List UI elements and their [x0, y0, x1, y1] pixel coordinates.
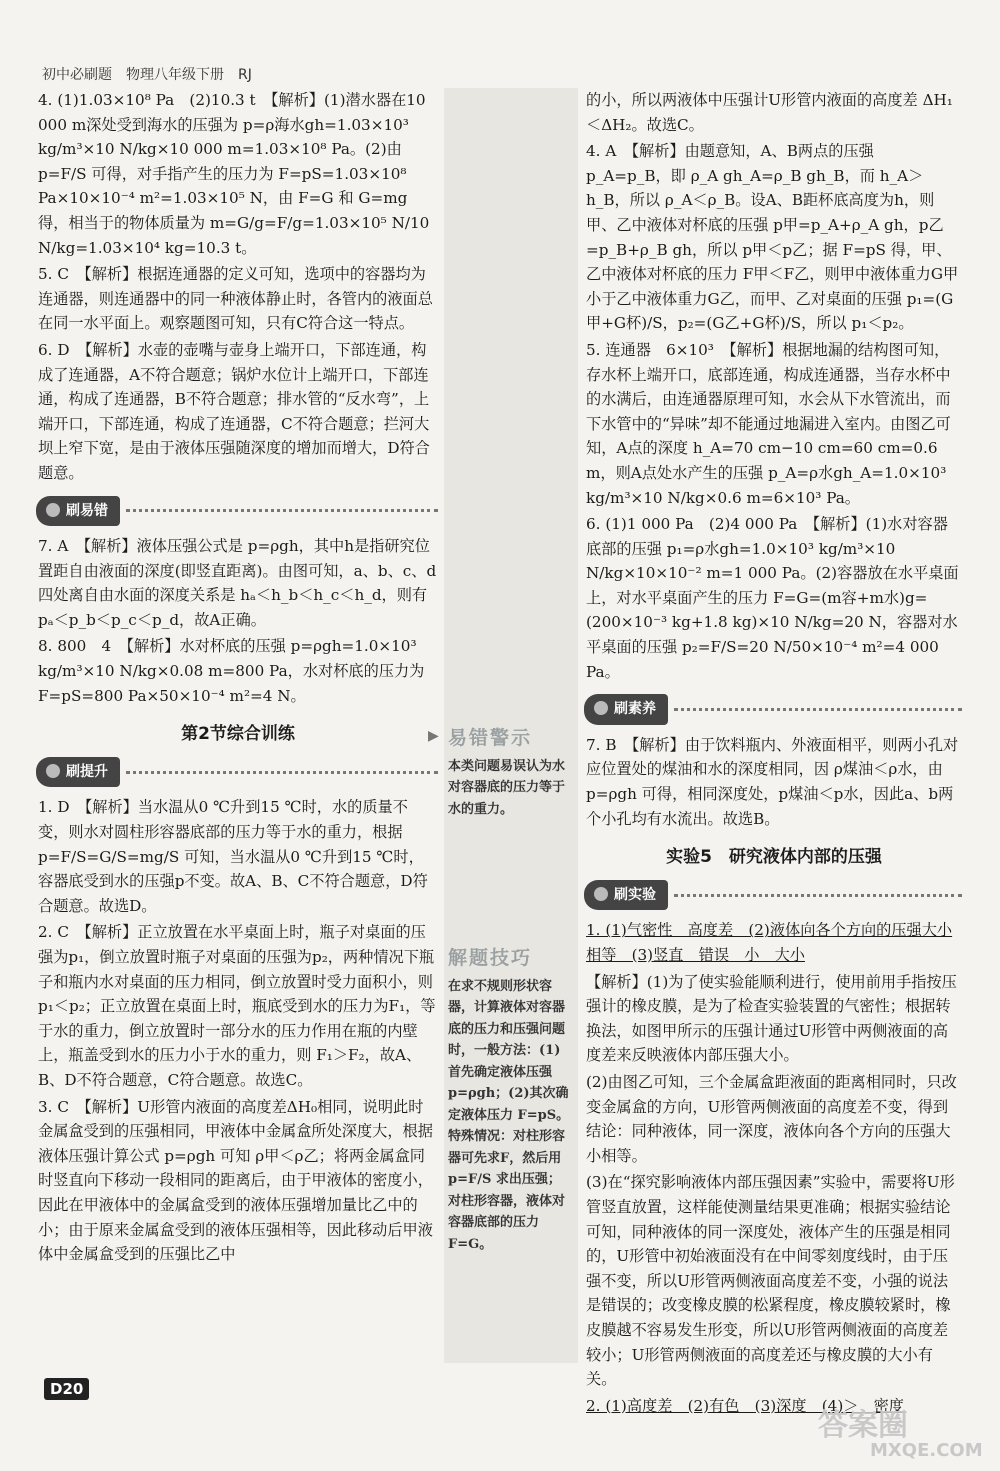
tag-label: 刷实验 [584, 880, 668, 911]
section-tag-experiment [584, 880, 962, 911]
watermark-url: MXQE.COM [870, 1440, 983, 1461]
answer-q1: 1. D 【解析】当水温从0 ℃升到15 ℃时，水的质量不变，则水对圆柱形容器底部的压力等于水的重力，根据 p=F/S=G/S=mg/S 可知，当水温从0 ℃升到15 ℃时，容器底受到水的压强p不变。故A、B、C不符合题意，D符合题意。故选D。 [38, 798, 428, 915]
tip-easy-mistake [448, 728, 572, 820]
experiment-analysis-2: (2)由图乙可知，三个金属盒距液面的距离相同时，只改变金属盒的方向，U形管两侧液面的高度差不变，得到结论：同种液体，同一深度，液体向各个方向的压强大小相等。 [586, 1072, 957, 1165]
experiment-analysis-3: (3)在“探究影响液体内部压强因素”实验中，需要将U形管竖直放置，这样能使测量结果更准确；根据实验结论可知，同种液体的同一深度处，液体产生的压强是相同的，U形管中初始液面没有在中间零刻度线时，由于压强不变，所以U形管两侧液面高度差不变，小强的说法是错误的；改变橡皮膜的松紧程度，橡皮膜较紧时，橡皮膜越不容易发生形变，所以U形管两侧液面的高度差较小；U形管两侧液面的高度差还与橡皮膜的大小有关。 [586, 1173, 955, 1389]
right-column [586, 88, 962, 1420]
section-tag-easy-mistakes [36, 496, 438, 527]
page-number: D20 [44, 1378, 89, 1400]
tip-title: 解题技巧 [448, 947, 533, 969]
answer-q6: 6. (1)1 000 Pa (2)4 000 Pa 【解析】(1)水对容器底部的压强 p₁=ρ水gh=1.0×10³ kg/m³×10 N/kg×10×10⁻² m=1 000 Pa。(2)容器放在水平桌面上，对水平桌面产生的压力 F=G=(m容+m水)g=(200×10⁻³ kg+1.8 kg)×10 N/kg=20 N，容器对水平桌面的压强 p₂=F/S=20 N/50×10⁻⁴ m²=4 000 Pa。 [586, 515, 959, 681]
experiment-analysis-1: 【解析】(1)为了使实验能顺利进行，使用前用手指按压强计的橡皮膜，是为了检查实验装置的气密性；根据转换法，如图甲所示的压强计通过U形管中两侧液面的高度差来反映液体内部压强大小。 [586, 972, 957, 1065]
answer-q2: 2. C 【解析】正立放置在水平桌面上时，瓶子对桌面的压强为p₁，倒立放置时瓶子对桌面的压强为p₂，两种情况下瓶子和瓶内水对桌面的压力相同，倒立放置时受力面积小，则 p₁＜p₂；正立放置在桌面上时，瓶底受到水的压力为F₁，等于水的重力，倒立放置时一部分水的压力作用在瓶的内壁上，瓶盖受到水的压力小于水的重力，则 F₁＞F₂，故A、B、D不符合题意，C符合题意。故选C。 [38, 923, 436, 1089]
tag-label: 刷素养 [584, 694, 668, 725]
tips-sidebar [444, 88, 578, 1363]
tip-text: 在求不规则形状容器，计算液体对容器底的压力和压强问题时，一般方法：(1)首先确定液体压强 p=ρgh；(2)其次确定液体压力 F=pS。特殊情况：对柱形容器可先求F，然后用 p=F/S 求出压强；对柱形容器，液体对容器底部的压力 F=G。 [448, 978, 570, 1252]
answer-q3-continued: 的小，所以两液体中压强计U形管内液面的高度差 ΔH₁＜ΔH₂。故选C。 [586, 91, 953, 134]
experiment-answer-1: 1. (1)气密性 高度差 (2)液体向各个方向的压强大小相等 (3)竖直 错误 小 大小 [586, 921, 953, 964]
answer-q5: 5. C 【解析】根据连通器的定义可知，选项中的容器均为连通器，则连通器中的同一种液体静止时，各管内的液面总在同一水平面上。观察题图可知，只有C符合这一特点。 [38, 265, 433, 333]
tip-text: 本类问题易误认为水对容器底的压力等于水的重力。 [448, 758, 566, 817]
arrow-icon: ▶ [428, 728, 439, 744]
watermark-logo: 答案圈 [818, 1408, 908, 1443]
section-tag-literacy [584, 694, 962, 725]
answer-q4: 4. (1)1.03×10⁸ Pa (2)10.3 t 【解析】(1)潜水器在10 000 m深处受到海水的压强为 p=ρ海水gh=1.03×10³ kg/m³×10 N/kg×10 000 m=1.03×10⁸ Pa。(2)由 p=F/S 可得，对手指产生的压力为 F=pS=1.03×10⁸ Pa×10×10⁻⁴ m²=1.03×10⁵ N，由 F=G 和 G=mg 得，相当于的物体质量为 m=G/g=F/g=1.03×10⁵ N/10 N/kg=1.03×10⁴ kg=10.3 t。 [38, 91, 430, 257]
dotted-divider [674, 708, 962, 711]
answer-q6: 6. D 【解析】水壶的壶嘴与壶身上端开口，下部连通，构成了连通器，A不符合题意；锅炉水位计上端开口，下部连通，构成了连通器，B不符合题意；排水管的“反水弯”，上端开口，下部连通，构成了连通器，C不符合题意；拦河大坝上窄下宽，是由于液体压强随深度的增加而增大，D符合题意。 [38, 340, 430, 482]
answer-q7: 7. B 【解析】由于饮料瓶内、外液面相平，则两小孔对应位置处的煤油和水的深度相同，因 ρ煤油＜ρ水，由 p=ρgh 可得，相同深度处，p煤油＜p水，因此a、b两个小孔均有水流出。故选B。 [586, 735, 959, 828]
tag-label: 刷提升 [36, 757, 120, 788]
answer-q4: 4. A 【解析】由题意知，A、B两点的压强 p_A=p_B，即 ρ_A gh_A=ρ_B gh_B，而 h_A＞h_B，所以 ρ_A＜ρ_B。设A、B距杯底高度为h，则甲、乙中液体对杯底的压强 p甲=p_A+ρ_A gh，p乙=p_B+ρ_B gh，所以 p甲＜p乙；据 F=pS 得，甲、乙中液体对杯底的压力 F甲＜F乙，则甲中液体重力G甲小于乙中液体重力G乙，而甲、乙对桌面的压强 p₁=(G甲+G杯)/S，p₂=(G乙+G杯)/S，所以 p₁＜p₂。 [586, 142, 959, 333]
section-title: 第2节综合训练 [181, 724, 295, 745]
tip-solving-technique [448, 948, 572, 1255]
dotted-divider [674, 894, 962, 897]
section-title: 实验5 研究液体内部的压强 [666, 847, 882, 868]
page-header: 初中必刷题 物理八年级下册 RJ [42, 67, 252, 83]
answer-q5: 5. 连通器 6×10³ 【解析】根据地漏的结构图可知，存水杯上端开口，底部连通，构成连通器，当存水杯中的水满后，由连通器原理可知，水会从下水管流出，而下水管中的“异味”却不能通过地漏进入室内。由图乙可知，A点的深度 h_A=70 cm−10 cm=60 cm=0.6 m，则A点处水产生的压强 p_A=ρ水gh_A=1.0×10³ kg/m³×10 N/kg×0.6 m=6×10³ Pa。 [586, 340, 951, 507]
answer-q3: 3. C 【解析】U形管内液面的高度差ΔH₀相同，说明此时金属盒受到的压强相同，甲液体中金属盒所处深度大，根据液体压强计算公式 p=ρgh 可知 ρ甲＜ρ乙；将两金属盒同时竖直向下移动一段相同的距离后，由于甲液体的密度小，因此在甲液体中的金属盒受到的液体压强增加量比乙中的小；由于原来金属盒受到的液体压强相等，因此移动后甲液体中金属盒受到的压强比乙中 [38, 1097, 433, 1264]
answer-q8: 8. 800 4 【解析】水对杯底的压强 p=ρgh=1.0×10³ kg/m³×10 N/kg×0.08 m=800 Pa，水对杯底的压力为 F=pS=800 Pa×50×10⁻⁴ m²=4 N。 [38, 637, 425, 705]
experiment-answer-2: 2. (1)高度差 (2)有色 (3)深度 (4)＞ 密度 [586, 1396, 904, 1415]
answer-q7: 7. A 【解析】液体压强公式是 p=ρgh，其中h是指研究位置距自由液面的深度(即竖直距离)。由图可知，a、b、c、d 四处离自由水面的深度关系是 hₐ＜h_b＜h_c＜h_d，则有 pₐ＜p_b＜p_c＜p_d，故A正确。 [38, 537, 437, 629]
dotted-divider [126, 509, 438, 512]
tag-label: 刷易错 [36, 496, 120, 527]
dotted-divider [126, 771, 438, 774]
tip-title: 易错警示 [448, 727, 533, 749]
left-column [38, 88, 438, 1269]
section-tag-improve [36, 757, 438, 788]
